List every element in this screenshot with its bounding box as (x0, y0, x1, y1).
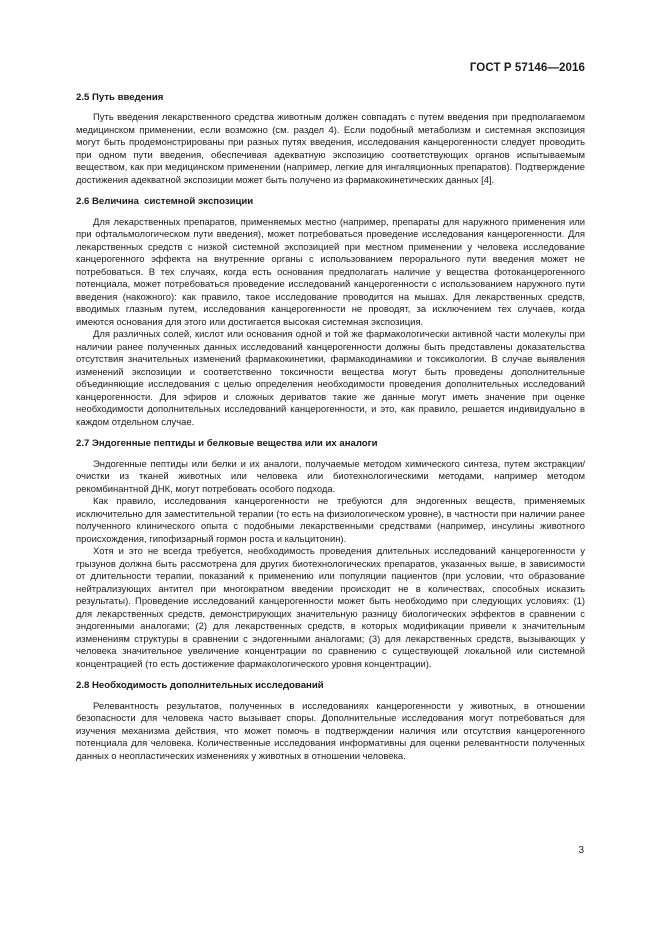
standard-number: ГОСТ Р 57146—2016 (469, 62, 585, 74)
paragraph: Хотя и это не всегда требуется, необходимость проведения длительных исследований канцерогенности у грызунов должна быть рассмотрена для других биотехнологических препаратов, указанных выше, в зависимости от длительности терапии, показаний к применению или популяции пациентов (при условии, что образование нейтрализующих антител при многократном введении происходит не в количествах, способных исказить результаты). Проведение исследований канцерогенности может быть необходимо при следующих условиях: (1) для лекарственных средств, демонстрирующих значительную разницу биологических эффектов в сравнении с эндогенными аналогами; (2) для лекарственных средств, в которых модификации привели к значительным изменениям структуры в сравнении с эндогенными аналогами; (3) для лекарственных средств, вызывающих у человека значительное увеличение концентрации по сравнению с существующей локальной или системной концентрацией (то есть достижение фармакологического уровня концентрации). (76, 546, 585, 670)
paragraph: Эндогенные пептиды или белки и их аналоги, получаемые методом химического синтеза, путем экстракции/очистки из тканей животных или человека или биотехнологическими методами, например методом рекомбинантной ДНК, могут потребовать особого подхода. (76, 458, 585, 495)
section-title: 2.5 Путь введения (76, 92, 164, 103)
section-title: 2.7 Эндогенные пептиды и белковые вещества или их аналоги (76, 438, 378, 450)
paragraph: Релевантность результатов, полученных в исследованиях канцерогенности у животных, в отношении безопасности для человека часто вызывает споры. Дополнительные исследования могут потребоваться для изучения механизма действия, что может помочь в подтверждении наличия или отсутствия канцерогенного потенциала для человека. Количественные исследования информативны для оценки релевантности полученных данных о неопластических изменениях у животных в отношении человека. (76, 700, 585, 762)
section-2-7 (76, 438, 585, 671)
section-2-5 (76, 92, 585, 187)
document-header (0, 62, 585, 74)
paragraph: Для лекарственных препаратов, применяемых местно (например, препараты для наружного применения или при офтальмологическом пути введения), может потребоваться проведение исследования канцерогенности. Для лекарственных средств с низкой системной экспозицией при местном применении у человека исследование канцерогенного эффекта на внутренние органы с использованием перорального пути введения может не потребоваться. В тех случаях, когда есть основания предполагать наличие у вещества фотоканцерогенного потенциала, может потребоваться проведение исследований канцерогенности с использованием наружного пути введения (накожного): как правило, такое исследование проводится на мышах. Для лекарственных средств, вводимых глазным путем, исследования канцерогенности не проводят, за исключением тех случаев, когда имеются основания для этого или достигается высокая системная экспозиция. (76, 216, 585, 328)
paragraph: Как правило, исследования канцерогенности не требуются для эндогенных веществ, применяемых исключительно для заместительной терапии (то есть на физиологическом уровне), в частности при наличии ранее полученного клинического опыта с подобными лекарственными средствами (например, инсулины животного происхождения, гипофизарный гормон роста и кальцитонин). (76, 496, 585, 545)
paragraph: Для различных солей, кислот или основания одной и той же фармакологически активной части молекулы при наличии ранее полученных данных исследований канцерогенности должны быть представлены доказательства отсутствия значительных изменений фармакокинетики, фармакодинамики и токсикологии. В случае выявления изменений экспозиции и соответственно токсичности вещества могут быть проведены дополнительные объединяющие исследования с целью определения необходимости проведения дополнительных исследований канцерогенности. Для эфиров и сложных дериватов такие же данные могут иметь значение при оценке необходимости дополнительных исследований канцерогенности, и это, как правило, решается индивидуально в каждом отдельном случае. (76, 329, 585, 428)
section-2-6 (76, 196, 585, 429)
page-number: 3 (578, 845, 584, 856)
section-title: 2.8 Необходимость дополнительных исследований (76, 680, 324, 692)
section-title: 2.6 Величина системной экспозиции (76, 196, 254, 208)
paragraph: Путь введения лекарственного средства животным должен совпадать с путем введения при предполагаемом медицинском применении, если возможно (см. раздел 4). Если подобный метаболизм и системная экспозиция могут быть продемонстрированы при разных путях введения, исследования канцерогенности следует проводить при одном пути введения, обеспечивая адекватную экспозицию соответствующих органов испытываемым веществом, как при медицинском применении (например, легкие для ингаляционных препаратов). Подтверждение достижения адекватной экспозиции может быть получено из фармакокинетических данных [4]. (76, 112, 585, 186)
section-2-8 (76, 680, 585, 763)
page-body (76, 92, 585, 772)
